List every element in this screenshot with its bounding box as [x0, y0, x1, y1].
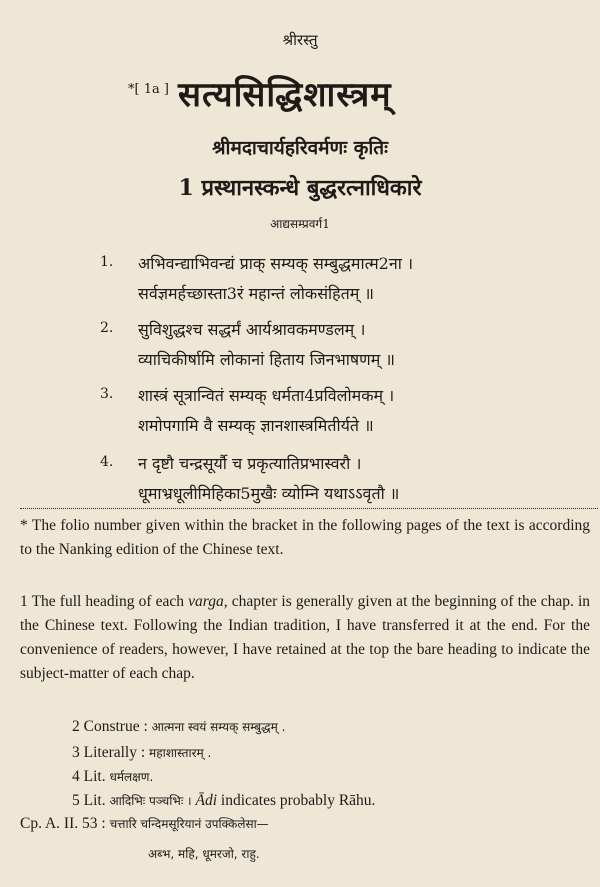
verse-number: 2. [100, 320, 114, 336]
note-1-part: 1 The full heading of each [20, 593, 189, 610]
footnote-text: आत्मना स्वयं सम्यक् सम्बुद्धम् . [151, 720, 286, 734]
title-row [120, 70, 480, 122]
note-1-italic: varga, [188, 593, 228, 610]
footnote-label: 5 Lit. [72, 792, 106, 809]
note-1-part: chapter is generally given at the beginning of the chap. in the Chinese text. Following the Indian tradition, I have transferred it at the end. For the convenience of readers, however, I have retained at the top the bare heading to indicate the subject-matter of each chap. [20, 593, 590, 682]
verse-line: सर्वज्ञमर्हच्छास्ता3रं महान्तं लोकसंहितम् ॥ [138, 284, 375, 303]
footnote-text: महाशास्तारम् . [149, 746, 212, 760]
footnote-label: 2 Construe : [72, 718, 148, 735]
footnote-text: आदिभिः पञ्चभिः । [109, 794, 192, 808]
footnote-label: 3 Literally : [72, 744, 146, 761]
chapter-heading: 1 प्रस्थानस्कन्धे बुद्धरत्नाधिकारे [178, 175, 422, 201]
cp-ref-line2: अब्भ, महि, धूमरजो, राहु. [148, 847, 260, 861]
footnote-3 [72, 744, 211, 762]
cp-ref-line1: चत्तारि चन्दिमसूरियानं उपक्किलेसा— [109, 817, 269, 831]
verse-line: धूमाभ्रधूलीमिहिका5मुखैः व्योम्नि यथाऽऽवृतौ ॥ [138, 484, 400, 503]
footnote-5 [72, 792, 375, 810]
verse-line: व्याचिकीर्षामि लोकानां हिताय जिनभाषणम् ॥ [138, 350, 395, 369]
note-1 [20, 590, 590, 686]
verse-line: अभिवन्द्याभिवन्द्यं प्राक् सम्यक् सम्बुद्धमात्म2ना । [138, 254, 414, 273]
footnote-tail: indicates probably Rāhu. [217, 792, 376, 809]
footnote-label: 4 Lit. [72, 768, 106, 785]
verse-number: 4. [100, 454, 114, 470]
cp-reference [20, 815, 269, 833]
footnote-text: धर्मलक्षण. [109, 770, 154, 784]
footnote-divider [20, 508, 598, 509]
page-title: सत्यसिद्धिशास्त्रम् [178, 75, 392, 115]
footnote-2 [72, 718, 285, 736]
verse-line: न दृष्टौ चन्द्रसूर्यौ च प्रकृत्यातिप्रभास्वरौ । [138, 454, 362, 473]
verse-line: शास्त्रं सूत्रान्वितं सम्यक् धर्मता4प्रविलोमकम् । [138, 386, 395, 405]
note-star: * The folio number given within the bracket in the following pages of the text is according to the Nanking edition of the Chinese text. [20, 517, 590, 558]
folio-mark: *[ 1a ] [128, 82, 169, 97]
verse-number: 1. [100, 254, 114, 270]
footnote-4 [72, 768, 153, 786]
footnote-italic: Ādi [195, 792, 218, 809]
verse-number: 3. [100, 386, 114, 402]
verse-line: शमोपगामि वै सम्यक् ज्ञानशास्त्रमितीर्यते ॥ [138, 416, 374, 435]
author-line: श्रीमदाचार्यहरिवर्मणः कृतिः [212, 137, 388, 159]
verse-line: सुविशुद्धश्च सद्धर्मं आर्यश्रावकमण्डलम् । [138, 320, 366, 339]
section-heading: आद्यसम्प्रवर्ग1 [270, 217, 330, 231]
cp-ref-label: Cp. A. II. 53 : [20, 815, 106, 832]
invocation: श्रीरस्तु [282, 31, 318, 49]
